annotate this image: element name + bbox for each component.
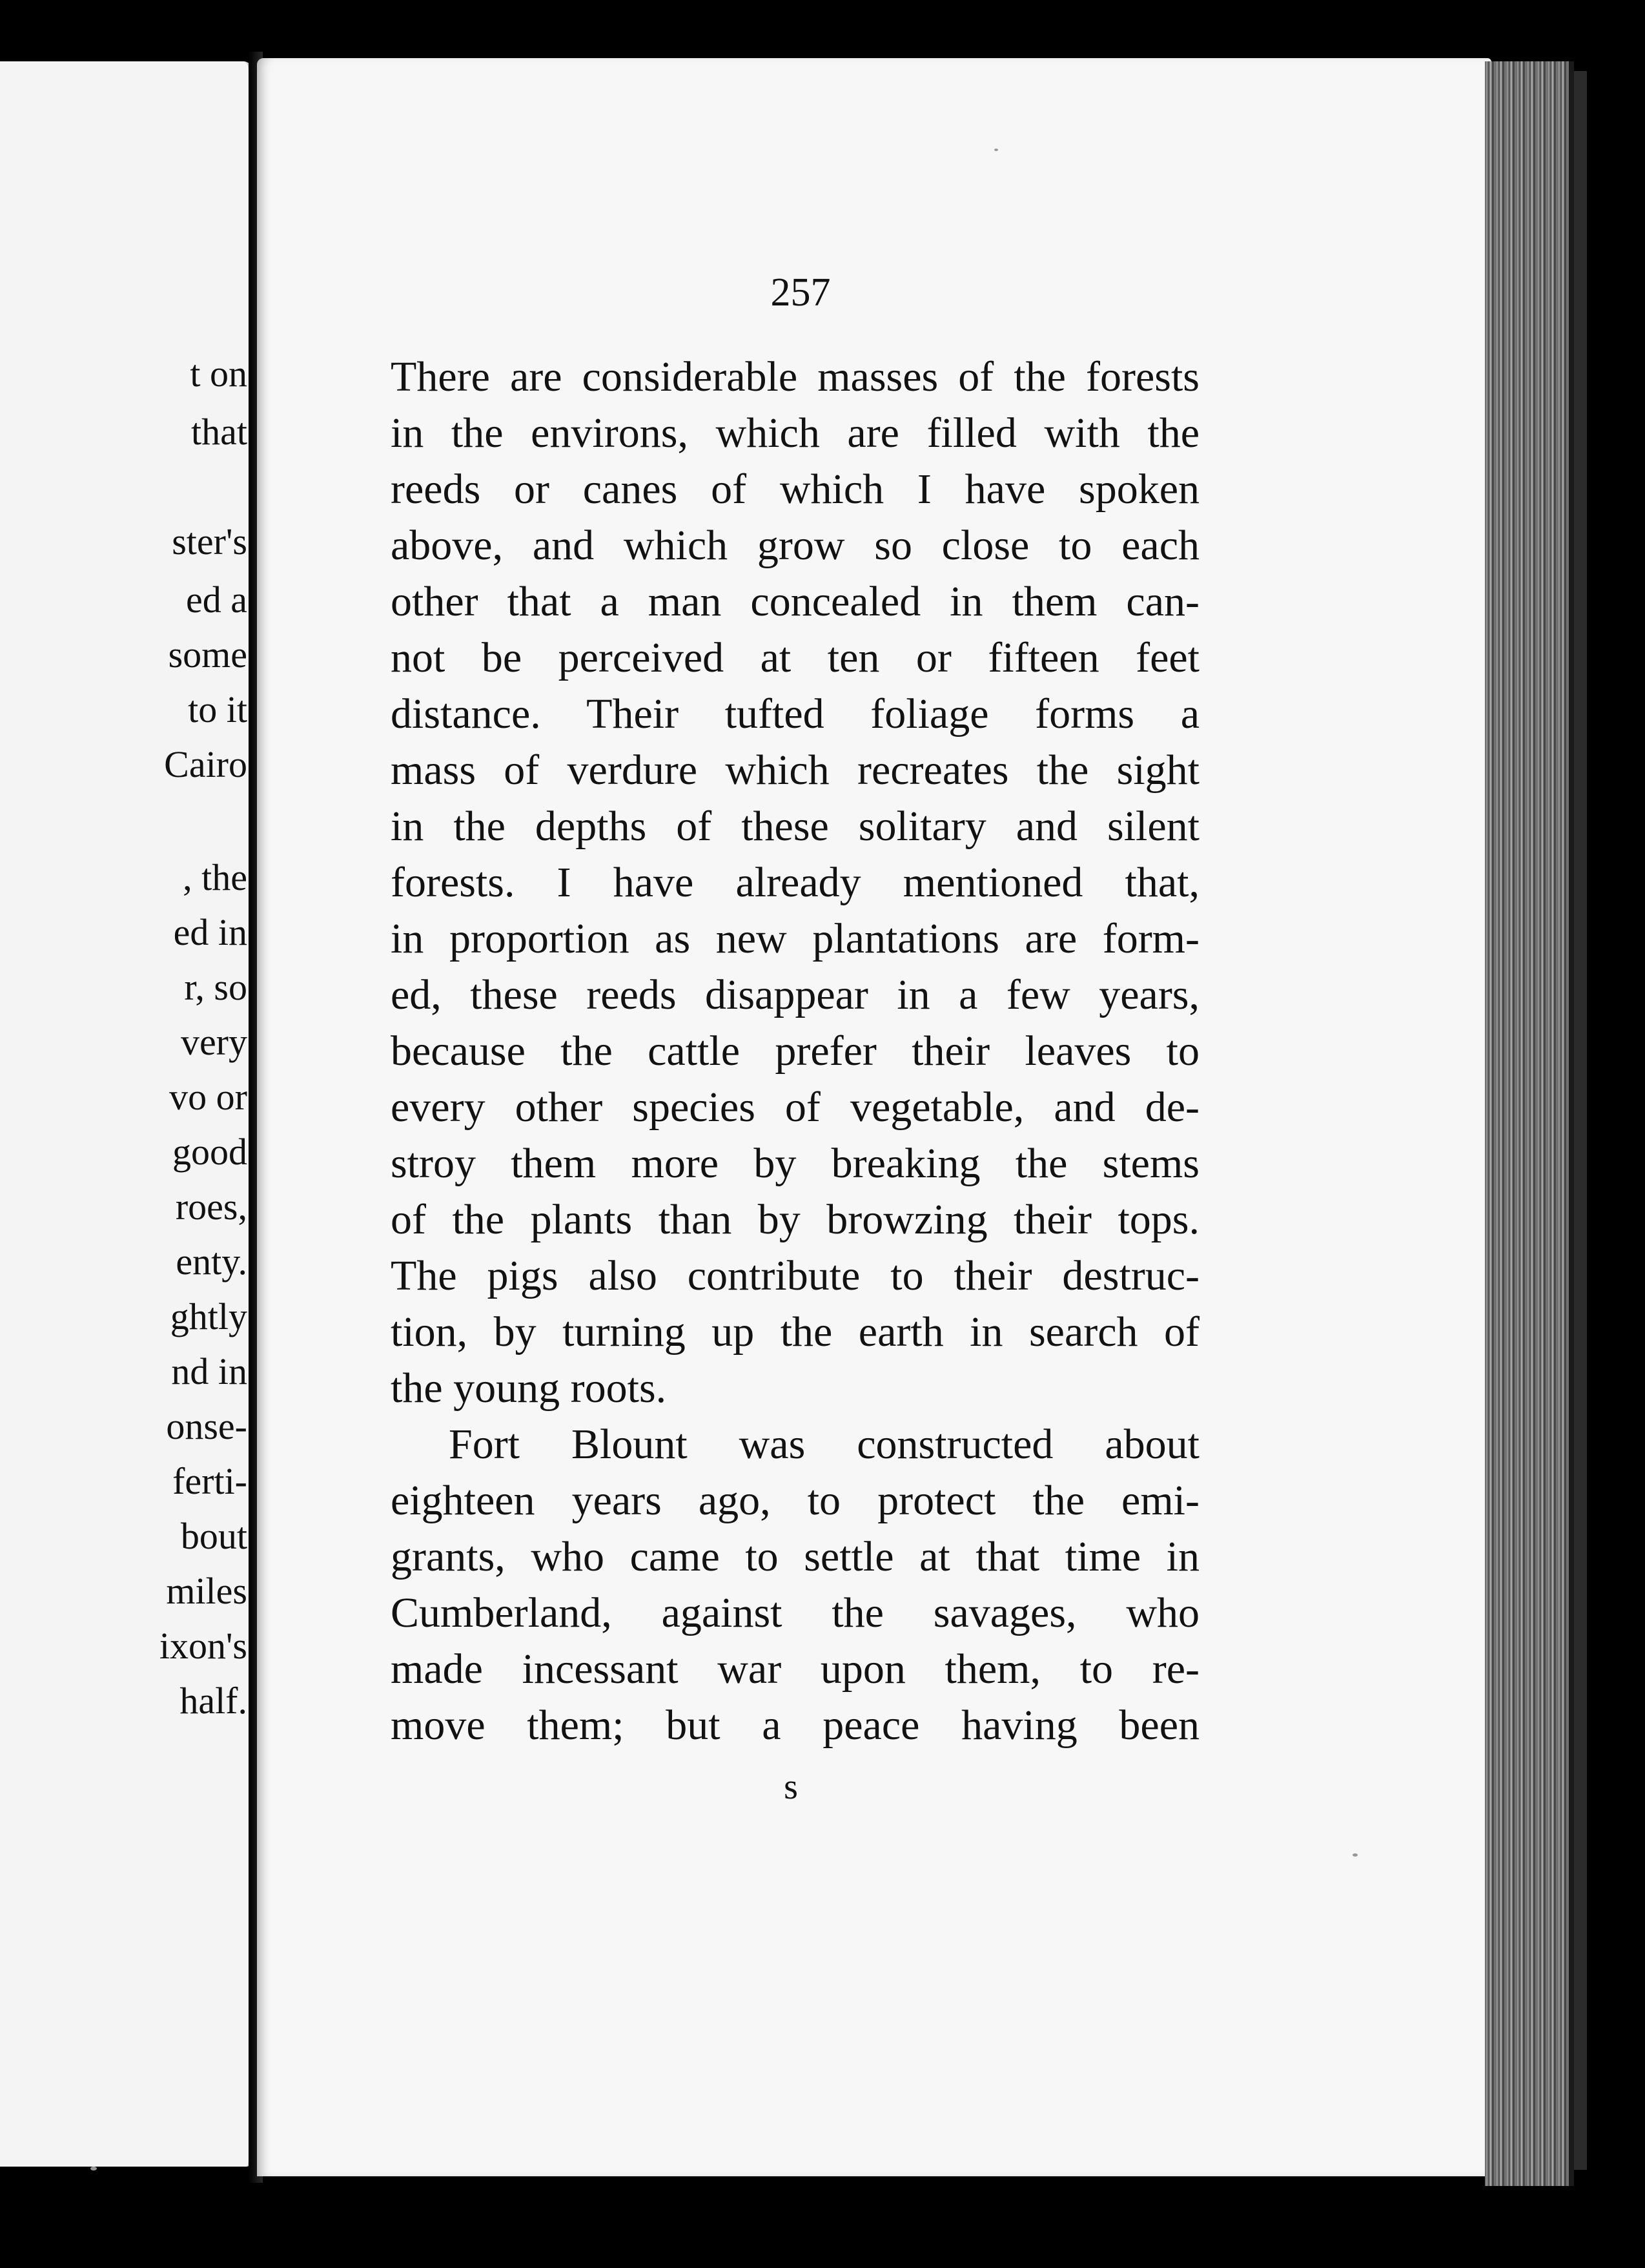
- text-line-content: because the cattle prefer their leaves to: [391, 1027, 1200, 1075]
- text-line-content: stroy them more by breaking the stems: [391, 1140, 1200, 1187]
- text-line-content: tion, by turning up the earth in search of: [391, 1308, 1200, 1356]
- text-line: [391, 686, 1200, 742]
- left-page-line: very: [180, 1021, 247, 1063]
- text-line-content: reeds or canes of which I have spoken: [391, 466, 1200, 513]
- text-line-content: other that a man concealed in them can-: [391, 578, 1200, 625]
- signature-mark: s: [784, 1767, 798, 1807]
- text-line: [391, 967, 1200, 1023]
- text-line-content: Fort Blount was constructed about: [449, 1421, 1200, 1468]
- text-line-content: in the depths of these solitary and silent: [391, 803, 1200, 850]
- left-page-line: ster's: [172, 521, 247, 562]
- text-line: [391, 1360, 1200, 1416]
- left-page-line: ferti-: [172, 1460, 247, 1502]
- text-line-content: of the plants than by browzing their tops.: [391, 1196, 1200, 1243]
- text-line: [391, 1023, 1200, 1079]
- text-line: [391, 1472, 1200, 1529]
- left-page: [0, 61, 252, 2167]
- left-page-line: that: [191, 411, 247, 453]
- text-line-content: The pigs also contribute to their destruc-: [391, 1252, 1200, 1299]
- text-line: [391, 1529, 1200, 1585]
- text-line-content: grants, who came to settle at that time in: [391, 1533, 1200, 1580]
- page-edge-shadow: [1574, 71, 1587, 2170]
- text-line-content: in proportion as new plantations are form-: [391, 915, 1200, 962]
- left-page-line: miles: [166, 1570, 247, 1612]
- text-line: [391, 1416, 1200, 1472]
- left-page-line: bout: [180, 1515, 247, 1557]
- left-page-line: half.: [179, 1680, 247, 1722]
- text-line-content: above, and which grow so close to each: [391, 522, 1200, 569]
- left-page-line: enty.: [176, 1241, 247, 1283]
- text-line-content: made incessant war upon them, to re-: [391, 1645, 1200, 1693]
- left-page-line: r, so: [184, 966, 247, 1008]
- body-text: [391, 349, 1200, 1753]
- text-line: [391, 573, 1200, 630]
- text-line: [391, 1079, 1200, 1135]
- text-line: [391, 1304, 1200, 1360]
- text-line: [391, 630, 1200, 686]
- text-line-content: Cumberland, against the savages, who: [391, 1589, 1200, 1636]
- paper-speck: [994, 149, 998, 151]
- text-line: [391, 798, 1200, 854]
- text-line: [391, 1641, 1200, 1697]
- text-line-content: forests. I have already mentioned that,: [391, 859, 1200, 906]
- left-page-line: t on: [190, 353, 247, 395]
- paper-speck: [1353, 1853, 1358, 1857]
- left-page-line: ed a: [186, 579, 247, 621]
- text-line: [391, 1585, 1200, 1641]
- text-line: [391, 911, 1200, 967]
- text-line-content: eighteen years ago, to protect the emi-: [391, 1477, 1200, 1524]
- text-line: [391, 1135, 1200, 1191]
- page-edge-stack: [1485, 61, 1574, 2186]
- text-line-content: not be perceived at ten or fifteen feet: [391, 634, 1200, 681]
- text-line-content: mass of verdure which recreates the sight: [391, 747, 1200, 794]
- left-page-line: , the: [183, 856, 247, 898]
- left-page-line: some: [168, 634, 247, 675]
- left-page-line: nd in: [171, 1350, 247, 1392]
- left-page-line: ed in: [173, 911, 247, 953]
- text-line: [391, 1248, 1200, 1304]
- page-number: 257: [770, 271, 831, 314]
- left-page-line: ixon's: [159, 1625, 247, 1667]
- text-line-content: distance. Their tufted foliage forms a: [391, 690, 1200, 737]
- left-page-line: vo or: [169, 1076, 247, 1118]
- text-line-content: in the environs, which are filled with the: [391, 409, 1200, 457]
- text-line: [391, 854, 1200, 911]
- text-line: [391, 349, 1200, 405]
- text-line-content: There are considerable masses of the forests: [391, 353, 1200, 400]
- text-line: [391, 461, 1200, 517]
- text-line-content: ed, these reeds disappear in a few years,: [391, 971, 1200, 1018]
- paper-speck: [90, 2167, 97, 2170]
- text-line: [391, 1697, 1200, 1753]
- text-line: [391, 742, 1200, 798]
- left-page-line: ghtly: [170, 1295, 247, 1337]
- text-line: [391, 517, 1200, 573]
- text-line-content: the young roots.: [391, 1365, 667, 1412]
- left-page-line: good: [172, 1131, 247, 1173]
- left-page-line: Cairo: [164, 743, 247, 785]
- left-page-line: to it: [188, 688, 247, 730]
- text-line: [391, 1191, 1200, 1248]
- text-line-content: move them; but a peace having been: [391, 1702, 1200, 1749]
- left-page-line: roes,: [175, 1186, 247, 1228]
- left-page-line: onse-: [166, 1405, 247, 1447]
- text-line-content: every other species of vegetable, and de-: [391, 1084, 1200, 1131]
- text-line: [391, 405, 1200, 461]
